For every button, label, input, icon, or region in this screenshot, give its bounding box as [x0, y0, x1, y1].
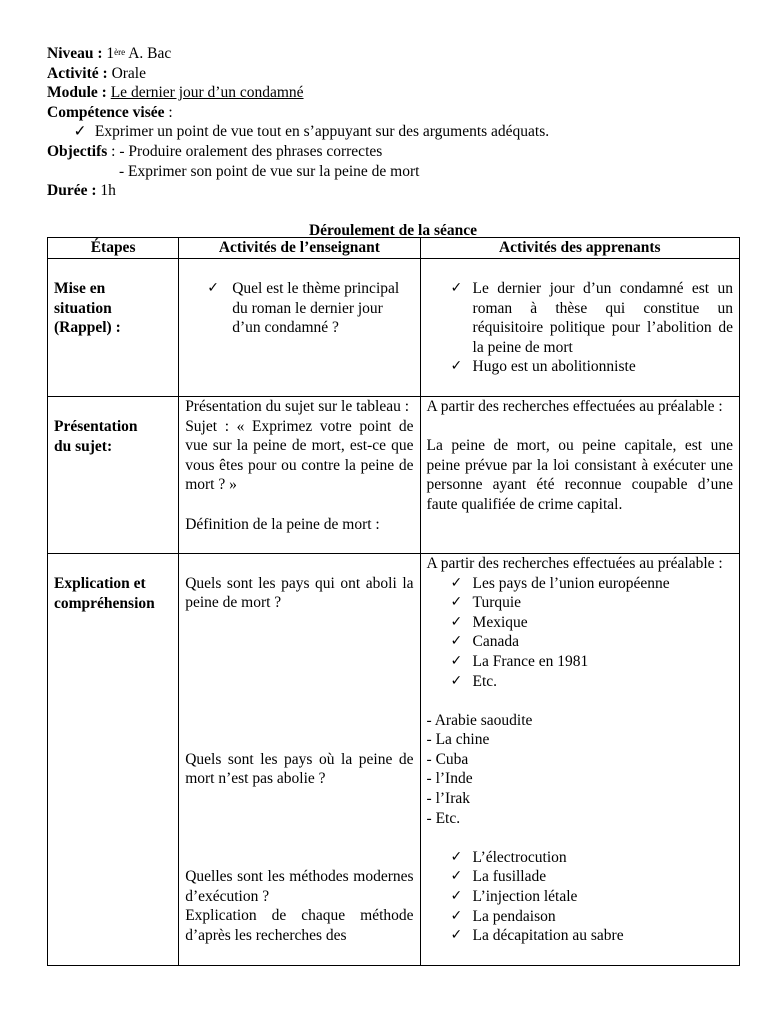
list-item: ✓ L’électrocution [427, 848, 733, 868]
checkmark-icon: ✓ [73, 123, 87, 141]
etape-text: situation [54, 299, 112, 317]
duree-line [47, 181, 739, 201]
list-item: - Cuba [426, 750, 469, 768]
check-list [185, 279, 413, 338]
module-value: Le dernier jour d’un condamné [110, 84, 304, 102]
methods-list [427, 848, 733, 946]
duree-value: 1h [100, 182, 116, 200]
question: Explication de chaque méthode d’après les recherches des [185, 907, 414, 944]
list-item: ✓ La fusillade [427, 867, 733, 887]
competence-label: Compétence visée [47, 103, 165, 121]
table-row [48, 396, 740, 553]
table-title: Déroulement de la séance [308, 222, 478, 240]
paragraph: La peine de mort, ou peine capitale, est une peine prévue par la loi consistant à exécuter une personne ayant été reconnue coupable d’une faute qualifiée de crime capital. [426, 437, 733, 513]
niveau-num: 1 [106, 45, 115, 62]
activite-line [47, 64, 739, 84]
niveau-sup: ère [114, 47, 126, 57]
etape-cell [48, 553, 179, 965]
not-abolished-list [427, 711, 733, 829]
header-enseignant: Activités de l’enseignant [179, 238, 420, 259]
objectifs-line2: - Exprimer son point de vue sur la peine de mort [119, 162, 420, 180]
niveau-rest: A. Bac [128, 45, 172, 62]
objectifs-line [47, 142, 739, 162]
module-line [47, 83, 739, 103]
enseignant-cell [179, 553, 420, 965]
paragraph: A partir des recherches effectuées au préalable : [426, 554, 723, 572]
table-header-row [48, 238, 740, 259]
header-apprenants: Activités des apprenants [420, 238, 739, 259]
objectifs-line1: : - Produire oralement des phrases correctes [111, 142, 383, 160]
etape-text: compréhension [54, 594, 155, 612]
etape-text: Présentation [54, 417, 138, 435]
module-label: Module : [47, 84, 107, 102]
paragraph: Présentation du sujet sur le tableau : [185, 397, 410, 415]
competence-item [47, 122, 739, 142]
competence-item-text: Exprimer un point de vue tout en s’appuyant sur des arguments adéquats. [94, 123, 550, 141]
etape-text: du sujet: [54, 437, 113, 455]
abolished-list [427, 574, 733, 692]
seance-table [47, 237, 740, 966]
table-row [48, 258, 740, 396]
etape-text: (Rappel) : [54, 319, 121, 337]
header-etapes: Étapes [48, 238, 179, 259]
niveau-label: Niveau : [47, 45, 103, 62]
etape-text: Explication et [54, 574, 146, 592]
list-item: - La chine [426, 731, 490, 749]
activite-value: Orale [111, 64, 146, 82]
question: Quels sont les pays qui ont aboli la peine de mort ? [185, 574, 414, 612]
table-row [48, 553, 740, 965]
list-item: ✓ Turquie [427, 593, 733, 613]
apprenants-cell [420, 396, 739, 553]
check-list [427, 279, 733, 377]
objectifs-label: Objectifs [47, 142, 108, 160]
list-item: ✓ L’injection létale [427, 887, 733, 907]
question: Quels sont les pays où la peine de mort n’est pas abolie ? [185, 750, 414, 788]
question: Quelles sont les méthodes modernes d’exécution ? [185, 867, 414, 905]
etape-cell [48, 258, 179, 396]
paragraph: Définition de la peine de mort : [185, 515, 380, 533]
list-item: ✓ Quel est le thème principal du roman le dernier jour d’un condamné ? [185, 279, 413, 338]
list-item: ✓ Mexique [427, 613, 733, 633]
apprenants-cell [420, 258, 739, 396]
enseignant-cell [179, 258, 420, 396]
duree-label: Durée : [47, 182, 97, 200]
etape-cell [48, 396, 179, 553]
list-item: ✓ Le dernier jour d’un condamné est un roman à thèse qui constitue un réquisitoire politique pour l’abolition de la peine de mort [427, 279, 733, 357]
list-item: ✓ Etc. [427, 672, 733, 692]
list-item: - l’Irak [426, 790, 470, 808]
list-item: ✓ La France en 1981 [427, 652, 733, 672]
list-item: - l’Inde [426, 770, 473, 788]
activite-label: Activité : [47, 64, 108, 82]
enseignant-cell [179, 396, 420, 553]
list-item: ✓ Canada [427, 632, 733, 652]
list-item: ✓ La décapitation au sabre [427, 926, 733, 946]
list-item: ✓ Hugo est un abolitionniste [427, 357, 733, 377]
competence-line [47, 103, 739, 123]
paragraph: A partir des recherches effectuées au préalable : [426, 397, 723, 415]
etape-text: Mise en [54, 279, 106, 297]
list-item: ✓ Les pays de l’union européenne [427, 574, 733, 594]
competence-colon: : [168, 103, 173, 121]
niveau-line [47, 44, 739, 64]
lesson-plan-page [47, 44, 739, 966]
list-item: - Etc. [426, 809, 461, 827]
list-item: - Arabie saoudite [426, 711, 533, 729]
paragraph: Sujet : « Exprimez votre point de vue sur la peine de mort, est-ce que vous êtes pour ou contre la peine de mort ? » [185, 417, 414, 494]
apprenants-cell [420, 553, 739, 965]
list-item: ✓ La pendaison [427, 907, 733, 927]
